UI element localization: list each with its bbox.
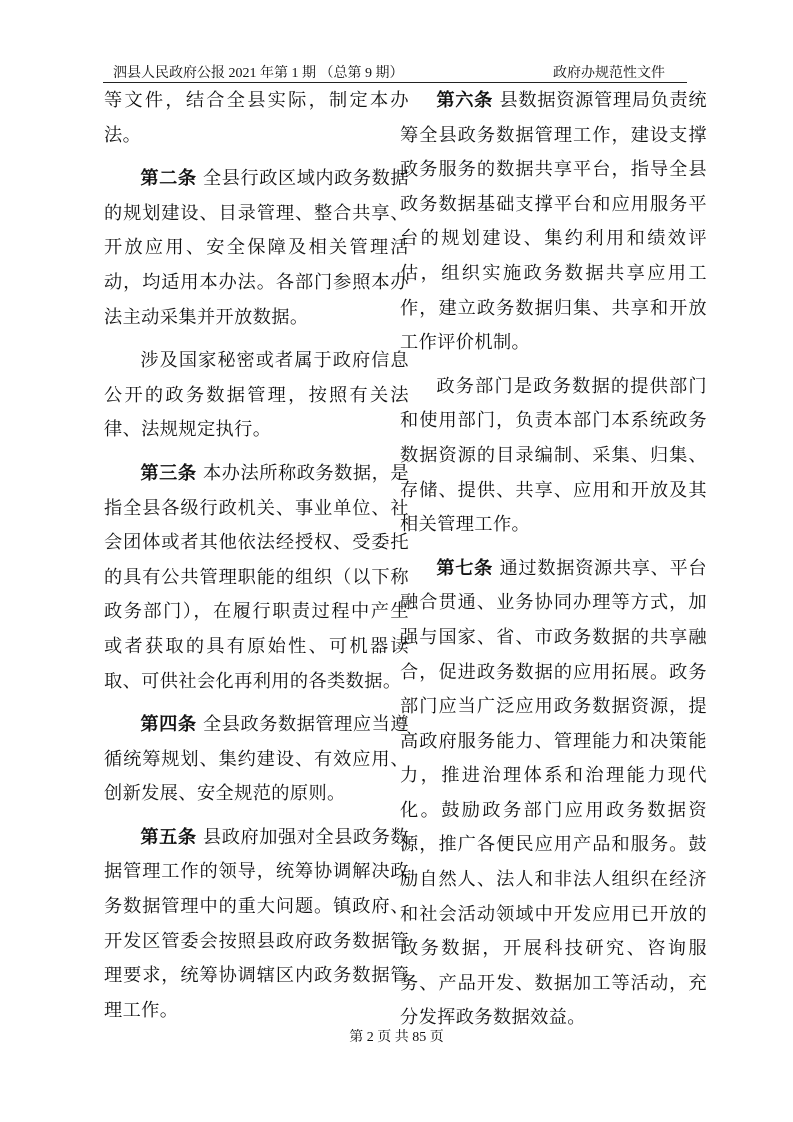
article-2-text: 全县行政区域内政务数据的规划建设、目录管理、整合共享、开放应用、安全保障及相关管理活动，均适用本办法。各部门参照本办法主动采集并开放数据。 (104, 168, 409, 328)
article-5 (104, 821, 409, 1029)
paragraph-continuation: 等文件，结合全县实际，制定本办法。 (104, 90, 409, 146)
article-6-heading: 第六条 (436, 90, 494, 111)
bulletin-title: 泗县人民政府公报 2021 年第 1 期 （总第 9 期） (113, 66, 404, 81)
article-4-heading: 第四条 (140, 714, 197, 736)
article-3 (104, 457, 409, 699)
page-header (103, 58, 687, 83)
right-column (400, 84, 707, 1045)
article-3-text: 本办法所称政务数据，是指全县各级行政机关、事业单位、社会团体或者其他依法经授权、受委托的具有公共管理职能的组织（以下称政务部门），在履行职责过程中产生或者获取的具有原始性、可机器读取、可供社会化再利用的各类数据。 (104, 462, 409, 692)
article-7-text: 通过数据资源共享、平台融合贯通、业务协同办理等方式，加强与国家、省、市政务数据的共享融合，促进政务数据的应用拓展。政务部门应当广泛应用政务数据资源，提高政府服务能力、管理能力和决策能力，推进治理体系和治理能力现代化。鼓励政务部门应用政务数据资源，推广各便民应用产品和服务。鼓励自然人、法人和非法人组织在经济和社会活动领域中开发应用已开放的政务数据，开展科技研究、咨询服务、产品开发、数据加工等活动，充分发挥政务数据效益。 (400, 557, 708, 1029)
article-6-clause: 政务部门是政务数据的提供部门和使用部门，负责本部门本系统政务数据资源的目录编制、采集、归集、存储、提供、共享、应用和开放及其相关管理工作。 (400, 375, 707, 536)
left-column (104, 84, 409, 1037)
article-2 (104, 162, 409, 335)
article-4-text: 全县政务数据管理应当遵循统筹规划、集约建设、有效应用、创新发展、安全规范的原则。 (104, 714, 409, 805)
article-6-text: 县数据资源管理局负责统筹全县政务数据管理工作，建设支撑政务服务的数据共享平台，指导全县政务数据基础支撑平台和应用服务平台的规划建设、集约利用和绩效评估，组织实施政务数据共享应用工作，建立政务数据归集、共享和开放工作评价机制。 (400, 90, 708, 354)
article-4 (104, 708, 409, 812)
article-7 (400, 552, 707, 1036)
article-5-heading: 第五条 (140, 826, 197, 848)
document-category: 政府办规范性文件 (553, 66, 665, 81)
article-7-heading: 第七条 (436, 557, 494, 579)
article-6 (400, 84, 707, 361)
article-2-clause: 涉及国家秘密或者属于政府信息公开的政务数据管理，按照有关法律、法规规定执行。 (104, 350, 409, 441)
article-3-heading: 第三条 (140, 462, 197, 484)
page-number: 第 2 页 共 85 页 (349, 1030, 444, 1045)
article-5-text: 县政府加强对全县政务数据管理工作的领导，统筹协调解决政务数据管理中的重大问题。镇政府、开发区管委会按照县政府政务数据管理要求，统筹协调辖区内政务数据管理工作。 (104, 826, 409, 1021)
article-2-heading: 第二条 (140, 168, 197, 190)
